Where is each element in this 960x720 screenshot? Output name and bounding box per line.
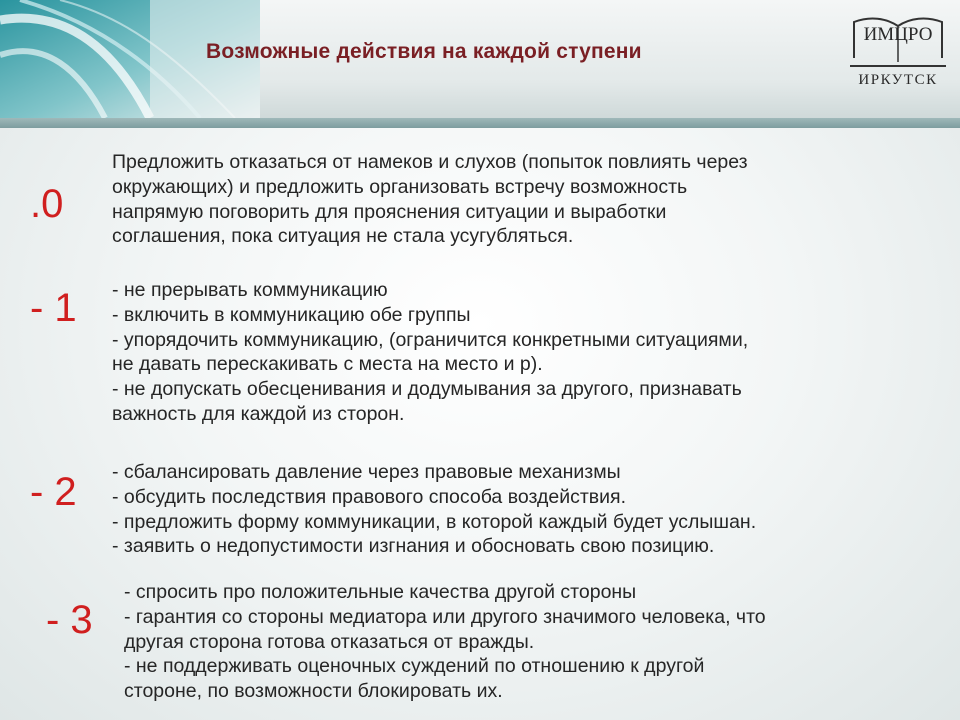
logo-name: ИМЦРО bbox=[863, 24, 933, 45]
page-title: Возможные действия на каждой ступени bbox=[206, 40, 642, 63]
text-line: стороне, по возможности блокировать их. bbox=[124, 680, 503, 703]
header-divider bbox=[0, 118, 960, 128]
step-2-actions bbox=[112, 460, 756, 559]
text-line: - спросить про положительные качества другой стороны bbox=[124, 581, 637, 603]
text-line: - обсудить последствия правового способа воздействия. bbox=[112, 485, 626, 508]
text-line: - упорядочить коммуникацию, (ограничится конкретными ситуациями, bbox=[112, 328, 749, 351]
text-line: не давать перескакивать с места на место и р). bbox=[112, 353, 543, 376]
step-label-2: - 2 bbox=[30, 470, 77, 514]
text-line: - предложить форму коммуникации, в которой каждый будет услышан. bbox=[112, 510, 757, 533]
text-line: - включить в коммуникацию обе группы bbox=[112, 303, 471, 326]
text-line: - не допускать обесценивания и додумывания за другого, признавать bbox=[112, 378, 742, 401]
step-label-3: - 3 bbox=[46, 598, 93, 642]
step-label-1: - 1 bbox=[30, 286, 77, 330]
step-1-actions bbox=[112, 278, 748, 427]
text-line: - гарантия со стороны медиатора или другого значимого человека, что bbox=[124, 605, 766, 628]
text-line: Предложить отказаться от намеков и слухов (попыток повлиять через bbox=[112, 151, 748, 173]
step-0-actions bbox=[112, 150, 748, 249]
text-line: напрямую поговорить для прояснения ситуации и выработки bbox=[112, 200, 667, 223]
text-line: - не прерывать коммуникацию bbox=[112, 279, 388, 301]
logo-city: ИРКУТСК bbox=[858, 72, 938, 88]
text-line: - заявить о недопустимости изгнания и обосновать свою позицию. bbox=[112, 535, 715, 558]
text-line: окружающих) и предложить организовать встречу возможность bbox=[112, 175, 688, 198]
header-banner bbox=[0, 0, 960, 118]
institution-logo bbox=[848, 10, 948, 98]
text-line: - не поддерживать оценочных суждений по отношению к другой bbox=[124, 655, 705, 678]
text-line: - сбалансировать давление через правовые механизмы bbox=[112, 461, 621, 483]
step-3-actions bbox=[124, 580, 766, 704]
step-label-0: .0 bbox=[30, 182, 64, 226]
text-line: важность для каждой из сторон. bbox=[112, 402, 405, 425]
text-line: соглашения, пока ситуация не стала усугубляться. bbox=[112, 225, 574, 248]
text-line: другая сторона готова отказаться от вражды. bbox=[124, 630, 535, 653]
